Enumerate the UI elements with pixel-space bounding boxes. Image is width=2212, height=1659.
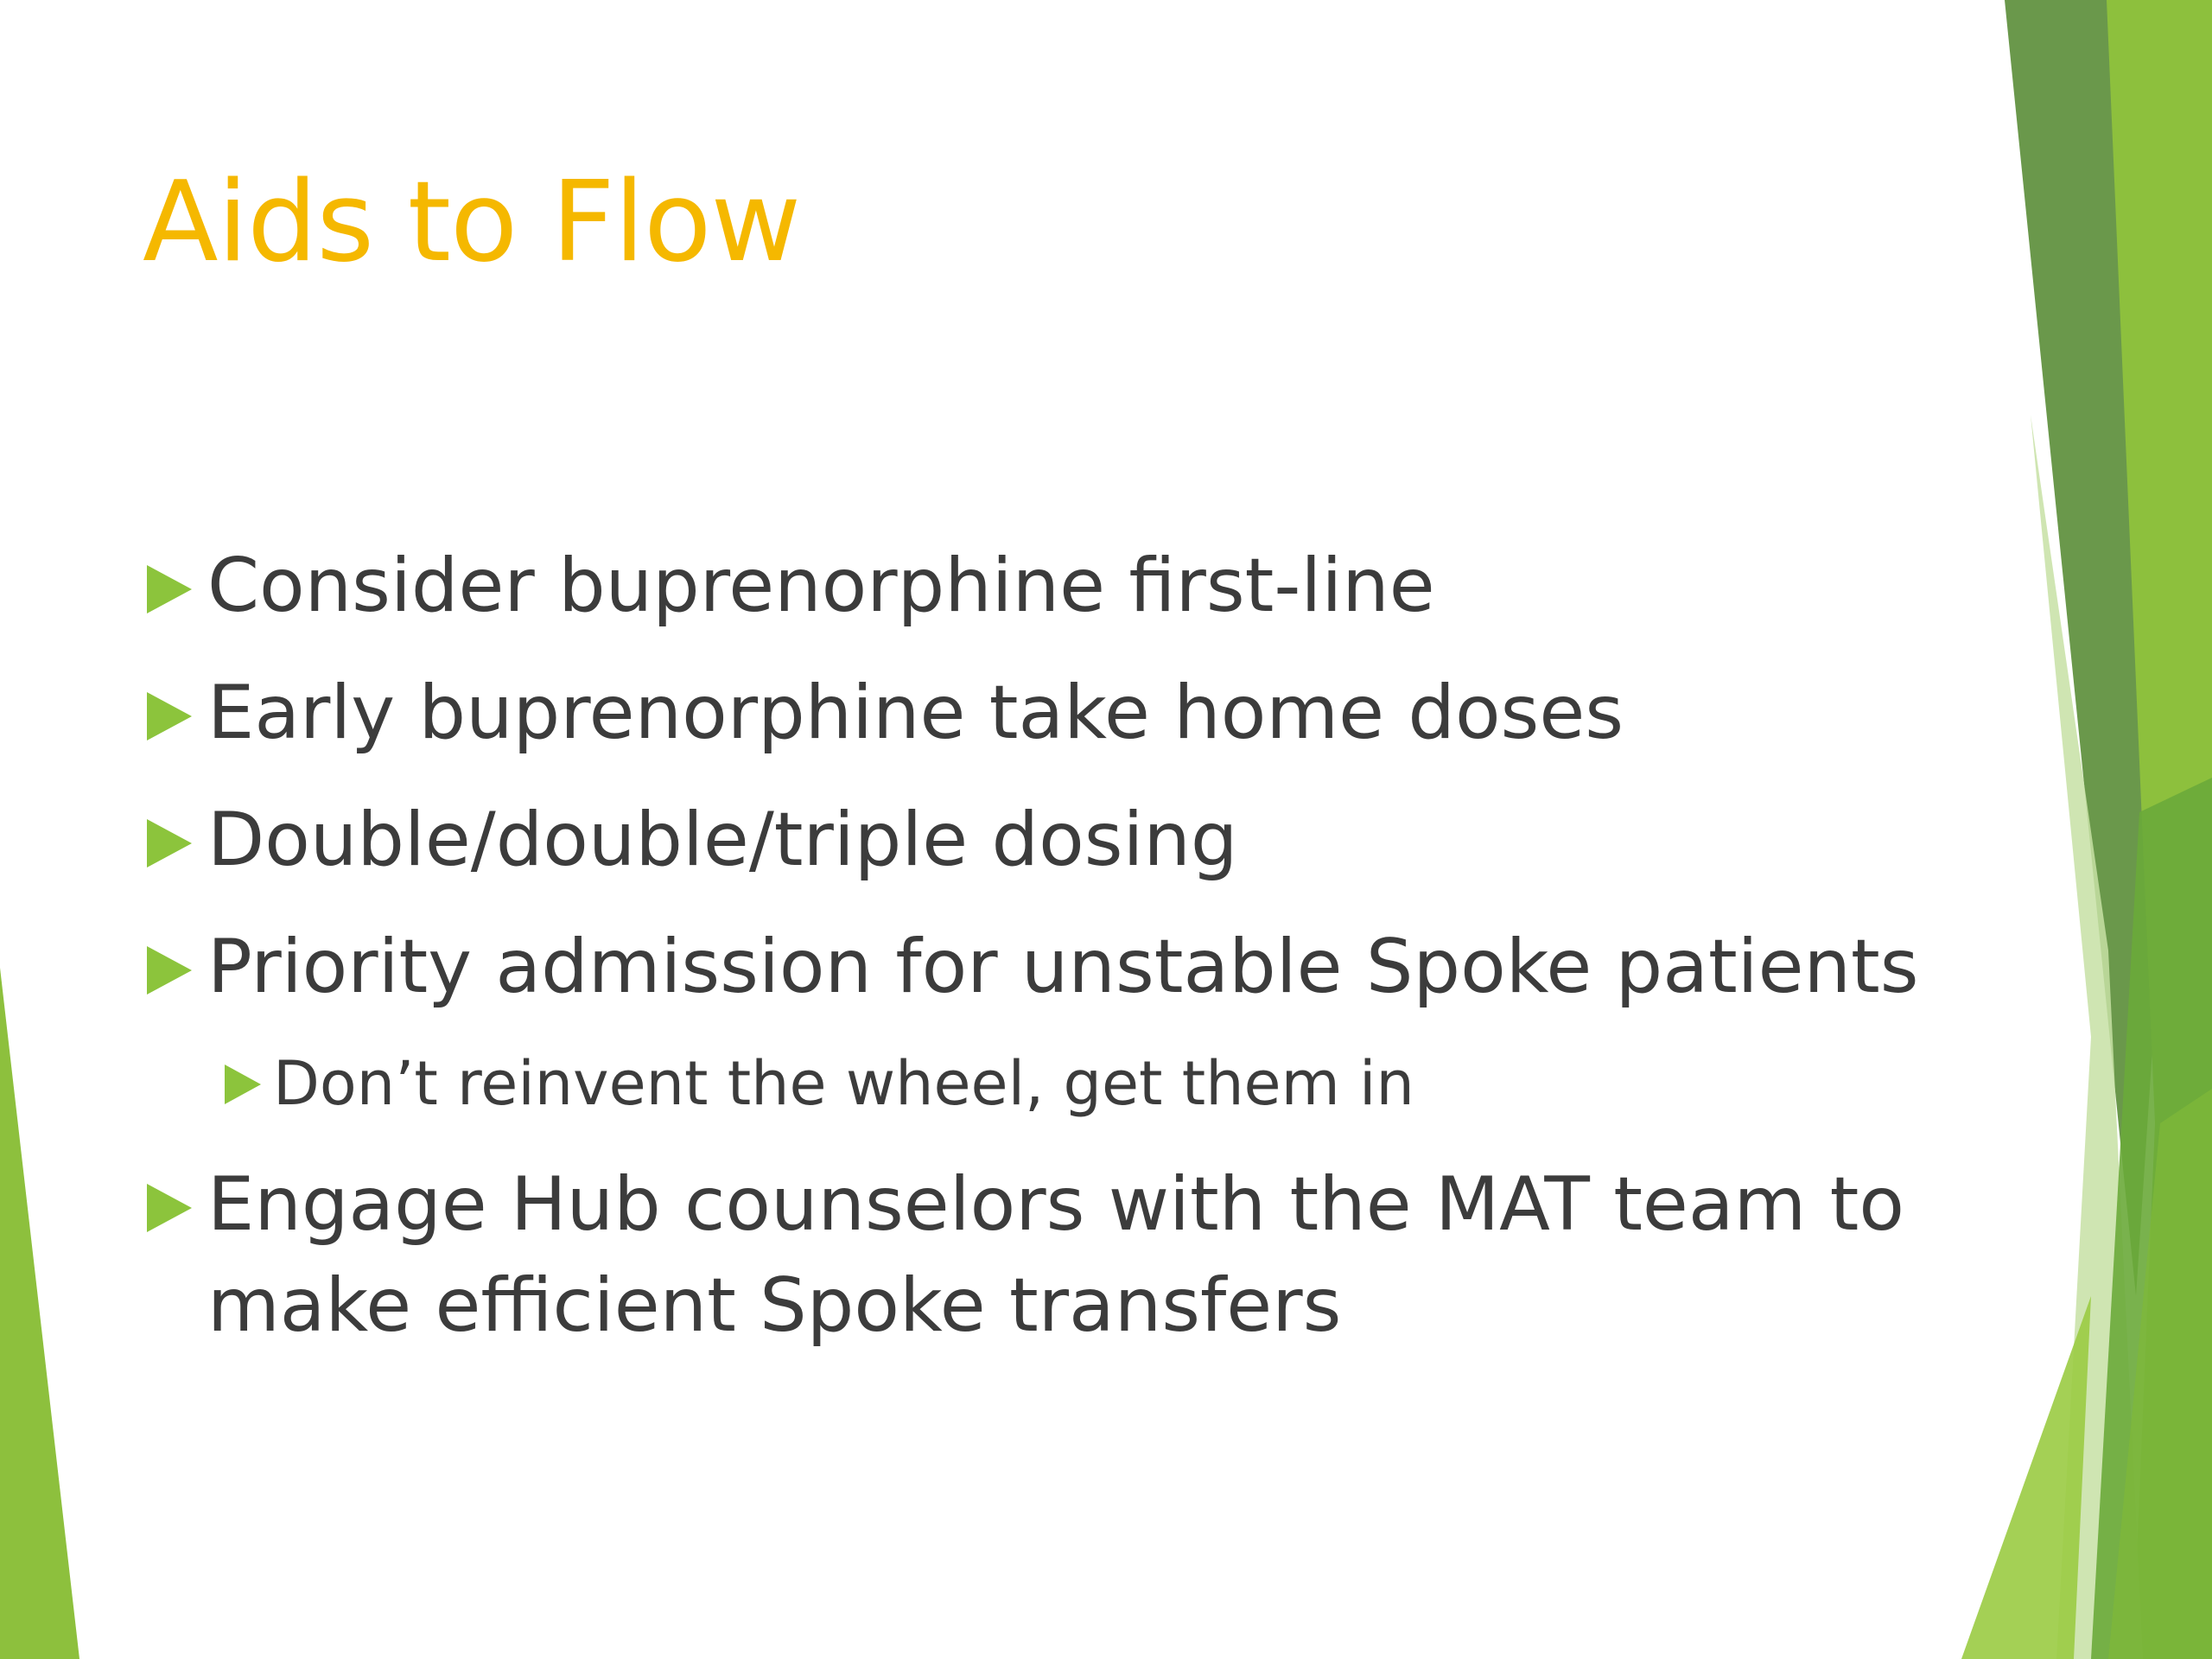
bullet-list [147,536,1970,1382]
triangle-right-icon [147,692,192,741]
triangle-right-icon [147,565,192,613]
bullet-item [147,790,1970,891]
bullet-text: Priority admission for unstable Spoke patients [207,924,1919,1010]
bullet-item [147,663,1970,764]
left-green-stripe [0,968,79,1659]
triangle-right-icon [225,1065,261,1104]
sub-bullet-item [225,1040,1970,1127]
triangle-right-icon [147,819,192,868]
bullet-item [147,917,1970,1018]
sub-bullet-text: Don’t reinvent the wheel, get them in [273,1048,1414,1119]
slide-title: Aids to Flow [143,158,801,287]
bullet-text: Double/double/triple dosing [207,797,1238,883]
triangle-right-icon [147,946,192,995]
bullet-text: Engage Hub counselors with the MAT team to make efficient Spoke transfers [207,1161,1904,1349]
right-stripe-bottom-light [1961,1296,2091,1659]
bullet-item [147,1154,1970,1357]
bullet-item [147,536,1970,637]
bullet-text: Consider buprenorphine first-line [207,543,1435,629]
bullet-text: Early buprenorphine take home doses [207,670,1624,756]
triangle-right-icon [147,1184,192,1232]
